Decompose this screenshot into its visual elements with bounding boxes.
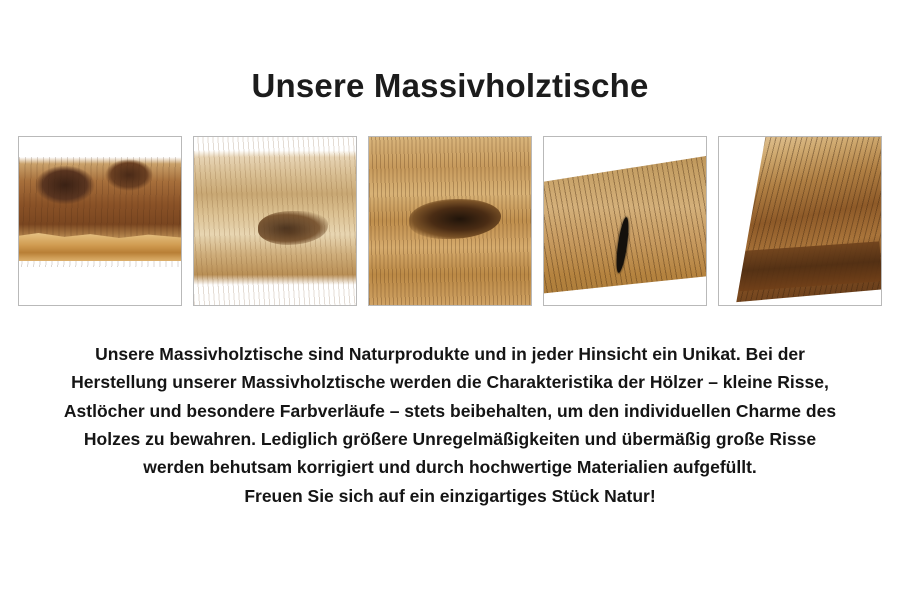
page-title: Unsere Massivholztische <box>251 67 649 104</box>
description-line-5: werden behutsam korrigiert und durch hochwertige Materialien aufgefüllt. <box>143 457 757 478</box>
description-text <box>30 340 870 510</box>
gallery-image-3 <box>368 136 532 306</box>
gallery-image-2 <box>193 136 357 306</box>
gallery-image-5 <box>718 136 882 306</box>
image-gallery <box>18 136 882 306</box>
gallery-image-1 <box>18 136 182 306</box>
description-line-1: Unsere Massivholztische sind Naturprodukte und in jeder Hinsicht ein Unikat. Bei der <box>95 344 805 364</box>
description-line-2: Herstellung unserer Massivholztische werden die Charakteristika der Hölzer – kleine Risse, <box>71 372 829 393</box>
description-line-4: Holzes zu bewahren. Lediglich größere Unregelmäßigkeiten und übermäßig große Risse <box>83 429 817 450</box>
description-line-3: Astlöcher und besondere Farbverläufe – stets beibehalten, um den individuellen Charme des <box>63 400 837 421</box>
gallery-image-4 <box>543 136 707 306</box>
description-line-6: Freuen Sie sich auf ein einzigartiges Stück Natur! <box>244 485 656 506</box>
